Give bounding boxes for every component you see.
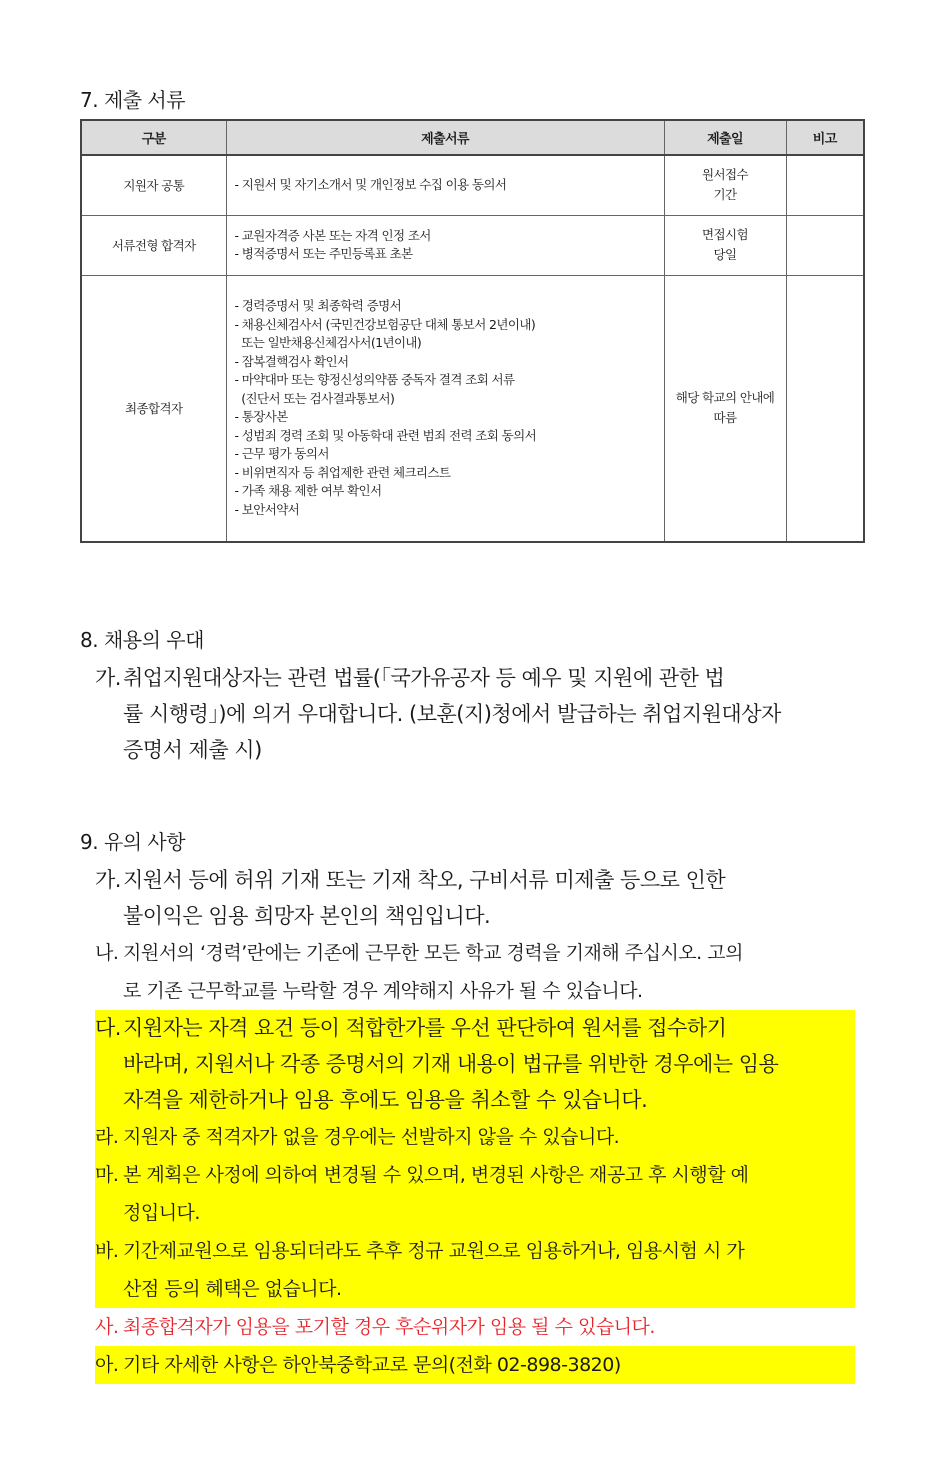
item-line: 불이익은 임용 희망자 본인의 책임입니다. — [123, 904, 491, 928]
table-row — [81, 275, 864, 542]
document-line: - 지원서 및 자기소개서 및 개인정보 수집 이용 동의서 — [234, 177, 507, 192]
list-item — [95, 660, 855, 768]
item-marker: 나. — [95, 942, 119, 964]
item-marker: 아. — [95, 1354, 119, 1376]
date-line: 원서접수 — [702, 167, 748, 183]
item-line: 바라며, 지원서나 각종 증명서의 기재 내용이 법규를 위반한 경우에는 임용 — [123, 1052, 779, 1076]
date-line: 해당 학교의 안내에 — [675, 390, 775, 406]
row-note — [786, 275, 864, 542]
list-item-highlighted — [95, 1346, 855, 1384]
row-category: 최종합격자 — [81, 275, 226, 542]
section-7-title: 7. 제출 서류 — [80, 88, 186, 112]
document-line: - 교원자격증 사본 또는 자격 인정 조서 — [234, 227, 431, 243]
document-line: - 경력증명서 및 최종학력 증명서 — [234, 298, 402, 314]
item-line: 정입니다. — [123, 1202, 200, 1224]
document-line: - 보안서약서 — [234, 501, 300, 517]
row-submit-date — [664, 215, 786, 275]
document-line: - 채용신체검사서 (국민건강보험공단 대체 통보서 2년이내) — [234, 316, 536, 332]
item-line: 기간제교원으로 임용되더라도 추후 정규 교원으로 임용하거나, 임용시험 시 가 — [123, 1240, 745, 1262]
item-line: 자격을 제한하거나 임용 후에도 임용을 취소할 수 있습니다. — [123, 1088, 648, 1112]
row-documents — [226, 215, 664, 275]
item-line: 지원자 중 적격자가 없을 경우에는 선발하지 않을 수 있습니다. — [123, 1126, 620, 1148]
item-line: 기타 자세한 사항은 하안북중학교로 문의(전화 02-898-3820) — [123, 1354, 621, 1376]
item-marker: 다. — [95, 1016, 121, 1040]
document-line: - 마약대마 또는 향정신성의약품 중독자 결격 조회 서류 — [234, 372, 515, 388]
row-submit-date — [664, 275, 786, 542]
date-line: 따름 — [713, 410, 737, 426]
section-9-body — [95, 862, 855, 1384]
document-line: - 비위면직자 등 취업제한 관련 체크리스트 — [234, 464, 451, 480]
item-line: 최종합격자가 임용을 포기할 경우 후순위자가 임용 될 수 있습니다. — [123, 1316, 655, 1338]
document-line: - 성범죄 경력 조회 및 아동학대 관련 범죄 전력 조회 동의서 — [234, 427, 537, 443]
item-marker: 가. — [95, 868, 121, 892]
document-line: 또는 일반채용신체검사서(1년이내) — [234, 335, 422, 351]
document-line: - 잠복결핵검사 확인서 — [234, 353, 349, 369]
item-marker: 사. — [95, 1316, 119, 1338]
row-category: 서류전형 합격자 — [81, 215, 226, 275]
document-line: - 통장사본 — [234, 409, 288, 425]
section-9-title: 9. 유의 사항 — [80, 830, 186, 854]
item-line: 산점 등의 혜택은 없습니다. — [123, 1278, 342, 1300]
list-item-highlighted — [95, 1232, 855, 1308]
row-note — [786, 155, 864, 215]
table-row — [81, 215, 864, 275]
submission-documents-table — [80, 119, 865, 543]
list-item — [95, 862, 855, 934]
list-item-highlighted — [95, 1118, 855, 1156]
list-item-red — [95, 1308, 855, 1346]
item-line: 취업지원대상자는 관련 법률(「국가유공자 등 예우 및 지원에 관한 법 — [123, 666, 725, 690]
document-line: - 근무 평가 동의서 — [234, 446, 329, 462]
table-row — [81, 155, 864, 215]
item-line: 로 기존 근무학교를 누락할 경우 계약해지 사유가 될 수 있습니다. — [123, 980, 643, 1002]
header-documents: 제출서류 — [226, 120, 664, 155]
item-line: 본 계획은 사정에 의하여 변경될 수 있으며, 변경된 사항은 재공고 후 시행할 예 — [123, 1164, 749, 1186]
list-item-highlighted — [95, 1156, 855, 1232]
item-marker: 라. — [95, 1126, 119, 1148]
item-line: 지원서의 ‘경력’란에는 기존에 근무한 모든 학교 경력을 기재해 주십시오. 고의 — [123, 942, 743, 964]
document-line: - 가족 채용 제한 여부 확인서 — [234, 483, 382, 499]
list-item-highlighted — [95, 1010, 855, 1118]
item-line: 률 시행령」)에 의거 우대합니다. (보훈(지)청에서 발급하는 취업지원대상자 — [123, 702, 781, 726]
item-line: 증명서 제출 시) — [123, 738, 262, 762]
item-marker: 가. — [95, 666, 121, 690]
row-documents — [226, 275, 664, 542]
item-marker: 바. — [95, 1240, 119, 1262]
header-note: 비고 — [786, 120, 864, 155]
row-submit-date — [664, 155, 786, 215]
row-documents — [226, 155, 664, 215]
table-header-row — [81, 120, 864, 155]
row-note — [786, 215, 864, 275]
header-submit-date: 제출일 — [664, 120, 786, 155]
date-line: 기간 — [713, 187, 737, 203]
item-line: 지원서 등에 허위 기재 또는 기재 착오, 구비서류 미제출 등으로 인한 — [123, 868, 726, 892]
date-line: 면접시험 — [702, 227, 748, 242]
item-line: 지원자는 자격 요건 등이 적합한가를 우선 판단하여 원서를 접수하기 — [123, 1016, 727, 1040]
row-category: 지원자 공통 — [81, 155, 226, 215]
date-line: 당일 — [713, 247, 737, 262]
header-category: 구분 — [81, 120, 226, 155]
section-8-title: 8. 채용의 우대 — [80, 628, 204, 652]
document-line: - 병적증명서 또는 주민등록표 초본 — [234, 246, 413, 261]
item-marker: 마. — [95, 1164, 119, 1186]
section-8-body — [95, 660, 855, 768]
list-item — [95, 934, 855, 1010]
document-line: (진단서 또는 검사결과통보서) — [234, 390, 395, 406]
